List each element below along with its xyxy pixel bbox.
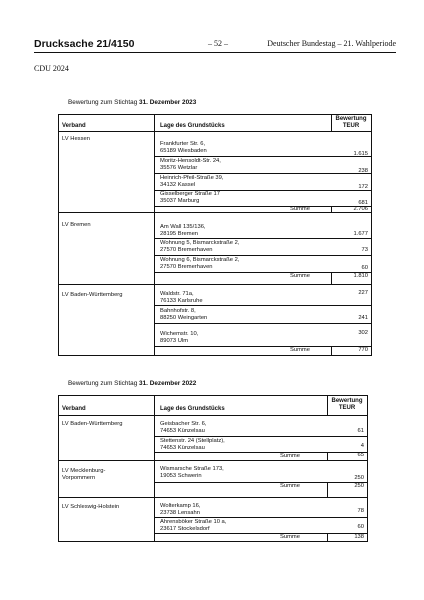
header-rule [34,52,396,53]
column-border [331,346,332,355]
address-line: Frankfurter Str. 6, [160,141,206,147]
address-line: 23738 Lensahn [160,510,200,516]
column-header-bewertung: Bewertung [331,398,363,404]
address-line: Ahrensböker Straße 10 a, [160,519,227,525]
sum-value: 138 [354,534,364,540]
sum-label: Summe [290,273,310,279]
value-cell: 681 [358,200,368,206]
address-line: 19053 Schwerin [160,473,202,479]
address-line: 88250 Weingarten [160,315,208,321]
verband-name: LV Mecklenburg- [62,468,106,474]
table-caption [68,380,196,387]
verband-name: LV Bremen [62,222,91,228]
row-divider [154,272,372,273]
row-divider [154,452,368,453]
caption-text: Bewertung zum Stichtag [68,380,140,387]
sum-label: Summe [290,347,310,353]
value-cell: 302 [358,330,368,336]
address-line: Stettenstr. 24 (Stellplatz), [160,438,225,444]
group-divider [58,212,372,213]
verband-name: LV Schleswig-Holstein [62,504,120,510]
address-line: 35037 Marburg [160,198,200,204]
table-bottom-border [58,355,372,356]
sum-value: 2.706 [353,206,368,212]
value-cell: 73 [361,247,368,253]
valuation-table-2022 [58,395,368,542]
address-line: Moritz-Hensoldt-Str. 24, [160,158,221,164]
sum-label: Summe [280,483,300,489]
row-divider [154,173,372,174]
column-border [327,452,328,460]
address-line: Wohnung 5, Bismarckstraße 2, [160,240,240,246]
row-divider [154,346,372,347]
column-border [58,395,59,542]
column-border [327,482,328,497]
address-line: 34132 Kassel [160,182,196,188]
column-header-lage: Lage des Grundstücks [160,406,225,412]
address-line: 89073 Ulm [160,338,189,344]
table-caption [68,99,196,106]
address-line: Wohnung 6, Bismarckstraße 2, [160,257,240,263]
sum-value: 1.810 [353,273,368,279]
row-divider [154,238,372,239]
address-line: Bahnhofstr. 8, [160,308,196,314]
verband-name: LV Hessen [62,136,90,142]
address-line: 27570 Bremerhaven [160,264,213,270]
group-divider [58,284,372,285]
column-border [367,395,368,542]
column-border [331,206,332,212]
verband-name: LV Baden-Württemberg [62,292,123,298]
group-divider [58,460,368,461]
row-divider [154,255,372,256]
table-top-border [58,395,368,396]
value-cell: 60 [361,265,368,271]
sum-value: 65 [357,452,364,458]
value-cell: 1.677 [353,231,368,237]
address-line: 35576 Wetzlar [160,165,198,171]
address-line: 65189 Wiesbaden [160,148,207,154]
address-line: Am Wall 135/136, [160,224,206,230]
header-bottom-border [58,415,368,416]
value-cell: 241 [358,315,368,321]
group-divider [58,497,368,498]
value-cell: 60 [357,524,364,530]
column-header-lage: Lage des Grundstücks [160,123,225,129]
caption-text: Bewertung zum Stichtag [68,99,140,106]
row-divider [154,206,372,207]
value-cell: 78 [357,508,364,514]
address-line: 28195 Bremen [160,231,199,237]
address-line: 74653 Künzelsau [160,428,205,434]
verband-name: Vorpommern [62,475,96,481]
caption-date: 31. Dezember 2023 [139,99,197,106]
column-border [331,272,332,284]
address-line: 23617 Stockelsdorf [160,526,210,532]
value-cell: 4 [360,443,364,449]
row-divider [154,533,368,534]
row-divider [154,305,372,306]
parliament-term: Deutscher Bundestag – 21. Wahlperiode [267,39,396,48]
party-label: CDU 2024 [34,64,69,73]
column-border [371,114,372,356]
page-number: – 52 – [208,39,228,48]
sum-value: 770 [358,347,368,353]
address-line: Wolterkamp 16, [160,503,201,509]
address-line: Waldstr. 71a, [160,291,194,297]
column-border [154,114,155,356]
table-top-border [58,114,372,115]
sum-value: 250 [354,483,364,489]
address-line: 76133 Karlsruhe [160,298,203,304]
value-cell: 61 [357,428,364,434]
address-line: Wismarsche Straße 173, [160,466,224,472]
address-line: Heinrich-Pfeil-Straße 39, [160,175,224,181]
row-divider [154,436,368,437]
column-header-teur: TEUR [342,123,360,129]
column-header-verband: Verband [62,406,86,412]
value-cell: 1.615 [353,151,368,157]
table-bottom-border [58,541,368,542]
column-header-verband: Verband [62,123,86,129]
address-line: Wichemstr. 10, [160,331,199,337]
value-cell: 238 [358,168,368,174]
sum-label: Summe [280,453,300,459]
value-cell: 172 [358,184,368,190]
row-divider [154,482,368,483]
row-divider [154,323,372,324]
column-border [327,533,328,541]
value-cell: 227 [358,290,368,296]
column-header-bewertung: Bewertung [335,116,367,122]
value-cell: 250 [354,475,364,481]
sum-label: Summe [280,534,300,540]
document-number: Drucksache 21/4150 [34,38,135,50]
address-line: 27570 Bremerhaven [160,247,213,253]
verband-name: LV Baden-Württemberg [62,421,123,427]
column-header-teur: TEUR [338,405,356,411]
caption-date: 31. Dezember 2022 [139,380,197,387]
column-border [154,395,155,542]
header-bottom-border [58,131,372,132]
address-line: 74653 Künzelsau [160,445,205,451]
column-border [58,114,59,356]
valuation-table-2023 [58,114,372,356]
address-line: Gisselberger Straße 17 [160,191,220,197]
row-divider [154,156,372,157]
sum-label: Summe [290,206,310,212]
row-divider [154,517,368,518]
address-line: Geisbacher Str. 6, [160,421,207,427]
